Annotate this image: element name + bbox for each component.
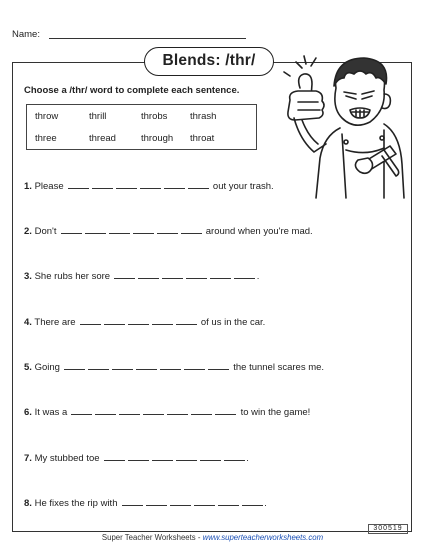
word-bank-item: throw: [35, 111, 59, 122]
answer-blanks[interactable]: [78, 317, 198, 328]
question-text-before: Don't: [34, 226, 57, 237]
question: [24, 225, 313, 237]
question-text-before: He fixes the rip with: [34, 498, 118, 509]
question-text-before: There are: [34, 317, 76, 328]
question: [24, 452, 249, 464]
question-text-after: out your trash.: [212, 181, 274, 192]
question: [24, 316, 265, 328]
question-text-after: of us in the car.: [200, 317, 266, 328]
answer-blanks[interactable]: [63, 362, 231, 373]
boy-with-sore-thumb-icon: [280, 50, 408, 200]
question: [24, 361, 324, 373]
question-text-before: Please: [34, 181, 64, 192]
word-bank-item: thread: [89, 133, 116, 144]
worksheet-code: 300519: [368, 524, 408, 534]
name-line[interactable]: [49, 38, 246, 39]
question-text-after: .: [256, 271, 260, 282]
answer-blanks[interactable]: [59, 226, 203, 237]
name-row: [12, 29, 40, 40]
word-bank-item: thrash: [190, 111, 217, 122]
question-text-after: the tunnel scares me.: [233, 362, 325, 373]
question-number: 3.: [24, 271, 32, 282]
worksheet-title: Blends: /thr/: [144, 47, 274, 76]
question-text-after: .: [264, 498, 267, 509]
question: [24, 180, 274, 192]
question-number: 8.: [24, 498, 32, 509]
question-text-after: .: [246, 453, 249, 464]
question-number: 4.: [24, 317, 32, 328]
question-number: 6.: [24, 407, 32, 418]
answer-blanks[interactable]: [102, 453, 246, 464]
footer: [0, 533, 425, 542]
word-bank-item: through: [141, 133, 174, 144]
answer-blanks[interactable]: [66, 181, 210, 192]
answer-blanks[interactable]: [70, 407, 238, 418]
name-label: Name:: [12, 29, 40, 40]
question-text-after: to win the game!: [240, 407, 311, 418]
question: [24, 406, 310, 418]
word-bank-item: throbs: [141, 111, 168, 122]
word-bank-item: thrill: [89, 111, 107, 122]
word-bank-item: throat: [190, 133, 215, 144]
question-number: 2.: [24, 226, 32, 237]
question-number: 7.: [24, 453, 32, 464]
question-text-before: My stubbed toe: [34, 453, 100, 464]
instruction-text: Choose a /thr/ word to complete each sentence.: [24, 85, 240, 96]
question-number: 5.: [24, 362, 32, 373]
footer-text: Super Teacher Worksheets -: [101, 533, 203, 542]
answer-blanks[interactable]: [120, 498, 264, 509]
word-bank: [26, 104, 257, 150]
question-text-before: It was a: [34, 407, 68, 418]
question-text-after: around when you're mad.: [205, 226, 313, 237]
question-number: 1.: [24, 181, 32, 192]
question: [24, 270, 259, 282]
question: [24, 497, 267, 509]
word-bank-item: three: [35, 133, 57, 144]
question-text-before: She rubs her sore: [34, 271, 111, 282]
footer-link[interactable]: www.superteacherworksheets.com: [202, 533, 324, 542]
answer-blanks[interactable]: [113, 271, 257, 282]
question-text-before: Going: [34, 362, 60, 373]
